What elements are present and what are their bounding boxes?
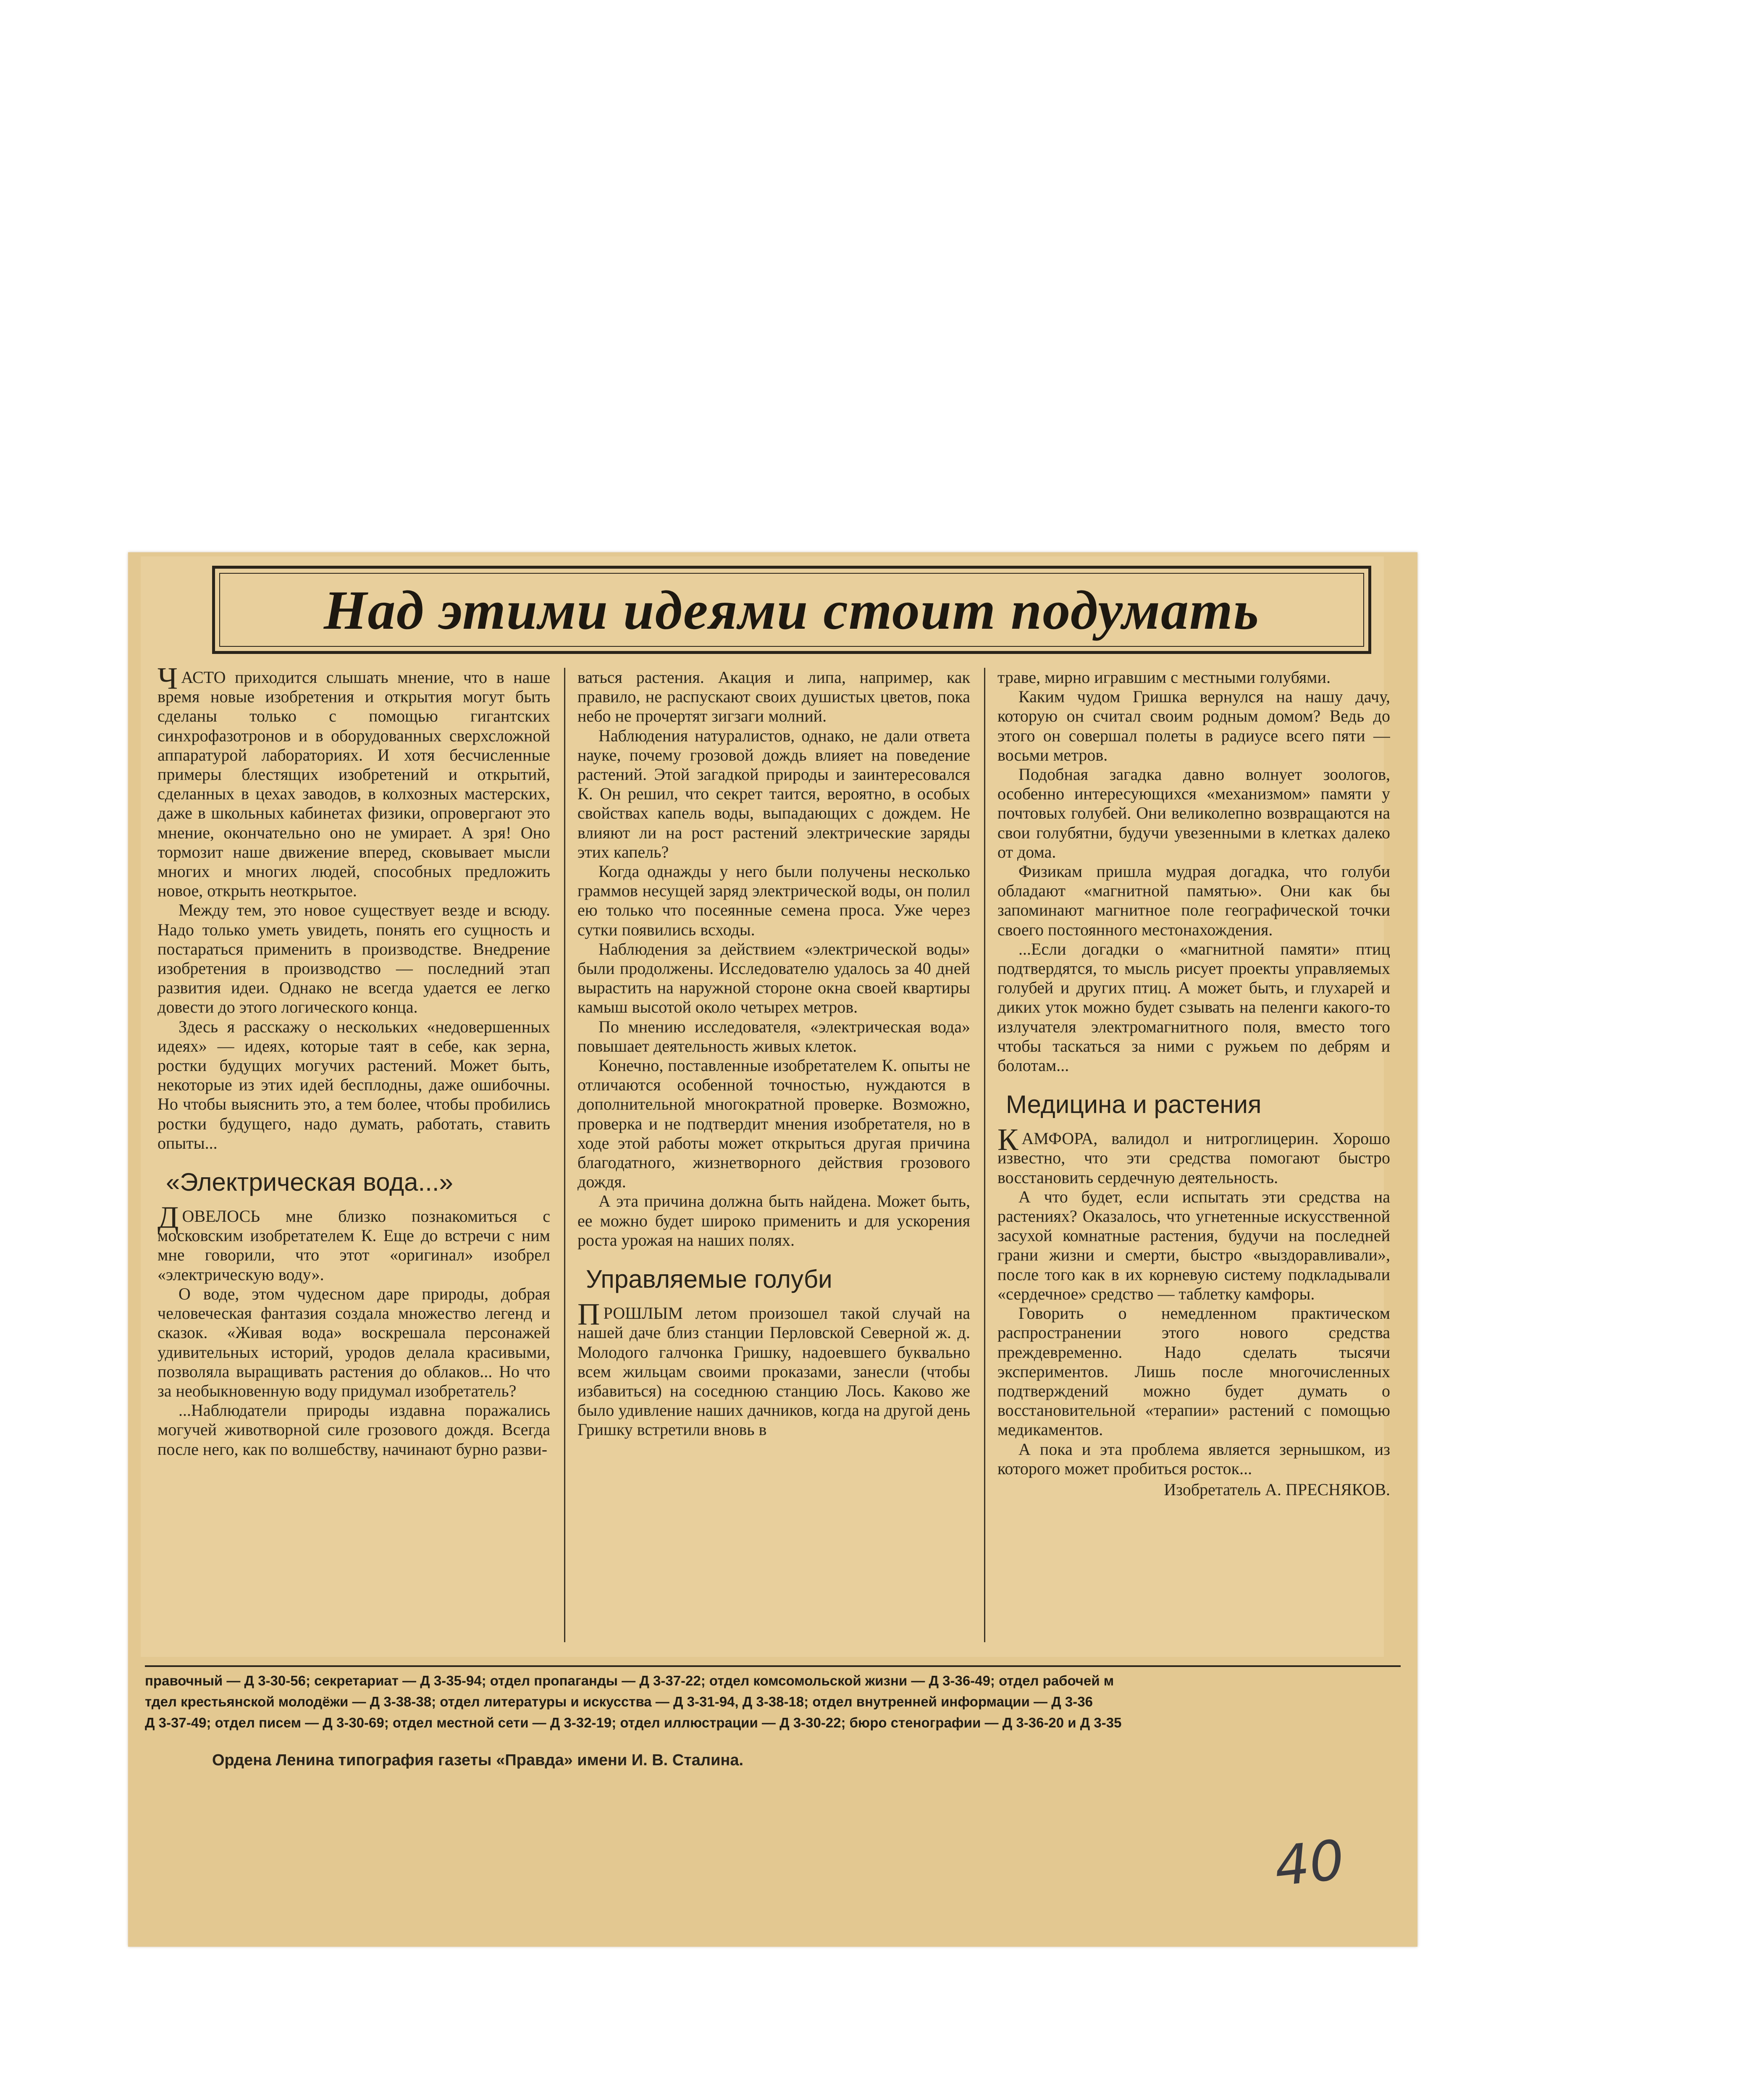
paragraph-text: А пока и эта проблема является зернышком, из которого может пробиться росток... — [997, 1439, 1390, 1478]
paragraph-text: АСТО приходится слышать мнение, что в наше время новые изобретения и открытия могут быть сделаны только с помощью гигантских синхрофазотронов и в оборудованных сверхсложной аппаратурой лабораториях. И хотя бесчисленные примеры блестящих изобретений и открытий, сделанных в цехах заводов, в колхозных мастерских, даже в школьных кабинетах физики, опровергают это мнение, окончательно оно не умирает. А зря! Оно тормозит наше движение вперед, сковывает мысли многих и многих людей, способных предложить новое, открыть неоткрытое. — [157, 668, 550, 900]
author-signature: Изобретатель А. ПРЕСНЯКОВ. — [1164, 1480, 1390, 1499]
footer-rule — [145, 1665, 1401, 1667]
article-paragraph — [997, 687, 1390, 765]
paragraph-text: РОШЛЫМ летом произошел такой случай на нашей даче близ станции Перловской Северной ж. д. Молодого галчонка Гришку, надоевшего буквально всем жильцам своими проказами, занесли (чтобы избавиться) на соседнюю станцию Лось. Каково же было удивление наших дачников, когда на другой день Гришку встретили вновь в — [577, 1304, 970, 1439]
article-paragraph — [157, 900, 550, 1017]
article-paragraph — [997, 862, 1390, 940]
article-paragraph — [157, 1284, 550, 1401]
drop-cap: Ч — [157, 668, 178, 696]
drop-cap: К — [997, 1123, 1018, 1158]
article-paragraph — [577, 1192, 970, 1250]
editorial-phone-list — [145, 1670, 1417, 1733]
article-column-3 — [997, 668, 1390, 1642]
column-rule — [564, 668, 565, 1642]
paragraph-text: траве, мирно игравшим с местными голубями. — [997, 668, 1331, 687]
article-paragraph — [997, 1187, 1390, 1304]
paragraph-text: Здесь я расскажу о нескольких «недовершенных идеях» — идеях, которые таят в себе, как зерна, ростки будущих могучих растений. Может быть, некоторые из этих идей бесплодны, даже ошибочны. Но чтобы выяснить это, а тем более, чтобы пробились ростки будущего, надо думать, работать, ставить опыты... — [157, 1017, 550, 1152]
drop-cap: Д — [157, 1200, 179, 1235]
article-paragraph — [577, 1017, 970, 1056]
article-paragraph — [577, 668, 970, 726]
article-paragraph — [997, 668, 1390, 687]
paragraph-text: Наблюдения за действием «электрической воды» были продолжены. Исследователю удалось за 40 дней вырастить на наружной стороне окна своей квартиры камыш высотой около четырех метров. — [577, 939, 970, 1017]
newspaper-clipping — [128, 552, 1417, 1947]
section-subheading: Управляемые голуби — [586, 1265, 832, 1294]
paragraph-text: Физикам пришла мудрая догадка, что голуби обладают «магнитной памятью». Они как бы запоминают магнитное поле географической точки своего постоянного местонахождения. — [997, 862, 1390, 939]
paragraph-text: Когда однажды у него были получены несколько граммов несущей заряд электрической воды, он полил ею только что посеянные семена проса. Уже через сутки появились всходы. — [577, 862, 970, 939]
paragraph-text: ваться растения. Акация и липа, например, как правило, не распускают своих душистых цветов, пока небо не прочертят зигзаги молний. — [577, 668, 970, 726]
article-headline: Над этими идеями стоит подумать — [323, 579, 1260, 641]
paragraph-text: Каким чудом Гришка вернулся на нашу дачу, которую он считал своим родным домом? Ведь до этого он совершал полеты в радиусе всего пяти — восьми метров. — [997, 687, 1390, 764]
paragraph-text: ...Если догадки о «магнитной памяти» птиц подтвердятся, то мысль рисует проекты управляемых голубей и других птиц. А может быть, и глухарей и диких уток можно будет сзывать на пеленги какого-то излучателя электромагнитного поля, вместо того чтобы таскаться за ними с ружьем по дебрям и болотам... — [997, 939, 1390, 1075]
paragraph-text: АМФОРА, валидол и нитроглицерин. Хорошо известно, что эти средства помогают быстро восстановить сердечную деятельность. — [997, 1129, 1390, 1187]
phone-line: Д 3-37-49; отдел писем — Д 3-30-69; отдел местной сети — Д 3-32-19; отдел иллюстрации — Д 3-30-22; бюро стенографии — Д 3-36-20 и Д 3-35 — [145, 1715, 1122, 1730]
article-paragraph — [997, 1440, 1390, 1478]
paragraph-text: Наблюдения натуралистов, однако, не дали ответа науке, почему грозовой дождь влияет на поведение растений. Этой загадкой природы и заинтересовался К. Он решил, что секрет таится, вероятно, в особых свойствах капель воды, выпадающих с дождем. Не влияют ли на рост растений электрические заряды этих капель? — [577, 726, 970, 861]
section-subheading: Медицина и растения — [1006, 1090, 1262, 1119]
article-paragraph — [157, 1401, 550, 1459]
section-subheading: «Электрическая вода...» — [166, 1168, 453, 1197]
paragraph-text: Между тем, это новое существует везде и всюду. Надо только уметь увидеть, понять его сущность и постараться применить в производстве. Внедрение изобретения в производство — последний этап развития идеи. Однако не всегда удается ее легко довести до этого логического конца. — [157, 900, 550, 1017]
column-rule — [984, 668, 985, 1642]
article-column-1 — [157, 668, 550, 1642]
article-paragraph — [577, 726, 970, 862]
paragraph-text: По мнению исследователя, «электрическая вода» повышает деятельность живых клеток. — [577, 1017, 970, 1055]
article-paragraph — [577, 1297, 970, 1439]
article-paragraph — [577, 940, 970, 1017]
article-paragraph — [997, 940, 1390, 1075]
paragraph-text: ОВЕЛОСЬ мне близко познакомиться с московским изобретателем К. Еще до встречи с ним мне говорили, что этот «оригинал» изобрел «электрическую воду». — [157, 1207, 550, 1284]
article-paragraph — [997, 765, 1390, 862]
article-columns — [157, 668, 1417, 1642]
paragraph-text: ...Наблюдатели природы издавна поражались могучей животворной силе грозового дождя. Всегда после него, как по волшебству, начинают бурно разви- — [157, 1401, 550, 1459]
article-paragraph — [157, 1017, 550, 1153]
article-paragraph — [157, 668, 550, 900]
paragraph-text: А что будет, если испытать эти средства на растениях? Оказалось, что угнетенные искусственной засухой комнатные растения, будучи на последней грани жизни и смерти, быстро «выздоравливали», после того как в их корневую систему подкладывали «сердечное» средство — таблетку камфоры. — [997, 1187, 1390, 1303]
drop-cap: П — [577, 1297, 600, 1332]
paragraph-text: Подобная загадка давно волнует зоологов, особенно интересующихся «механизмом» памяти у почтовых голубей. Они великолепно возвращаются на свои голубятни, будучи увезенными в клетках далеко от дома. — [997, 765, 1390, 861]
phone-line: правочный — Д 3-30-56; секретариат — Д 3-35-94; отдел пропаганды — Д 3-37-22; отдел комсомольской жизни — Д 3-36-49; отдел рабочей м — [145, 1673, 1114, 1688]
article-column-2 — [577, 668, 970, 1642]
article-area — [141, 556, 1390, 1657]
headline-frame — [212, 566, 1371, 654]
article-paragraph — [577, 862, 970, 940]
handwritten-page-number: 40 — [1271, 1827, 1347, 1899]
paragraph-text: Говорить о немедленном практическом распространении этого нового средства преждевременно. Надо сделать тысячи экспериментов. Лишь после многочисленных подтверждений можно будет думать о восстановительной «терапии» растений с помощью медикаментов. — [997, 1304, 1390, 1439]
paragraph-text: О воде, этом чудесном даре природы, добрая человеческая фантазия создала множество легенд и сказок. «Живая вода» воскрешала персонажей удивительных историй, уродов делала красивыми, позволяла выращивать растения до облаков... Но что за необыкновенную воду придумал изобретатель? — [157, 1284, 550, 1400]
printing-house-imprint: Ордена Ленина типография газеты «Правда» имени И. В. Сталина. — [212, 1751, 744, 1769]
phone-line: тдел крестьянской молодёжи — Д 3-38-38; отдел литературы и искусства — Д 3-31-94, Д 3-38-18; отдел внутренней информации — Д 3-36 — [145, 1694, 1093, 1709]
paragraph-text: А эта причина должна быть найдена. Может быть, ее можно будет широко применить и для ускорения роста урожая на наших полях. — [577, 1192, 970, 1250]
article-paragraph — [997, 1123, 1390, 1187]
article-paragraph — [157, 1200, 550, 1284]
article-paragraph — [997, 1304, 1390, 1439]
paragraph-text: Конечно, поставленные изобретателем К. опыты не отличаются особенной точностью, нуждаются в дополнительной многократной проверке. Возможно, проверка и не подтвердит мнения изобретателя, но в ходе этой работы может открыться другая причина благодатного, жизнетворного действия грозового дождя. — [577, 1056, 970, 1192]
article-paragraph — [577, 1056, 970, 1192]
